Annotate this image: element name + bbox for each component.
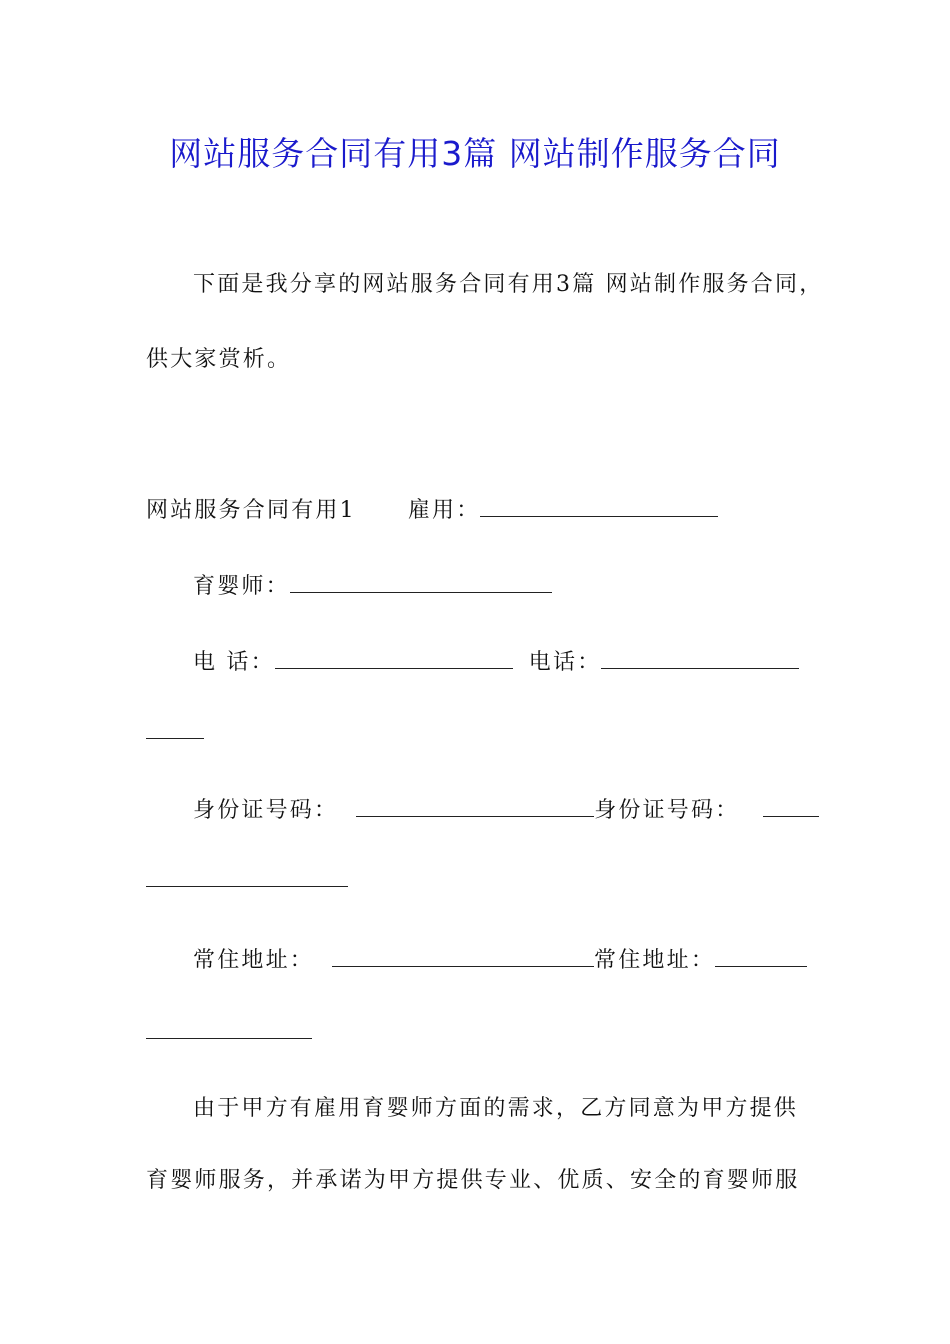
phone-blank-2 <box>601 646 799 669</box>
address-label-2: 常住地址： <box>594 948 716 973</box>
section-heading: 网站服务合同有用1 <box>146 498 356 523</box>
id-blank-1 <box>356 794 594 817</box>
id-label-2: 身份证号码： <box>594 798 740 823</box>
nanny-label: 育婴师： <box>193 574 290 599</box>
section-heading-row <box>146 494 718 526</box>
address-label-1: 常住地址： <box>193 948 315 973</box>
phone-row-continued <box>146 716 204 748</box>
employer-label: 雇用： <box>407 498 481 523</box>
id-blank-2 <box>763 794 819 817</box>
nanny-row <box>193 570 552 602</box>
id-blank-2-continued <box>146 864 348 887</box>
body-line-2: 育婴师服务，并承诺为甲方提供专业、优质、安全的育婴师服 <box>146 1168 800 1193</box>
intro-line-1: 下面是我分享的网站服务合同有用3篇 网站制作服务合同， <box>193 272 824 297</box>
address-blank-2 <box>715 944 807 967</box>
address-blank-1 <box>332 944 594 967</box>
nanny-blank <box>290 570 552 593</box>
employer-blank <box>480 494 718 517</box>
id-row-continued <box>146 864 348 896</box>
document-title: 网站服务合同有用3篇 网站制作服务合同 <box>169 134 781 173</box>
phone-row <box>193 646 799 678</box>
address-blank-2-continued <box>146 1016 312 1039</box>
phone-label-1: 电 话： <box>193 650 275 675</box>
phone-blank-2-continued <box>146 716 204 739</box>
intro-line-2: 供大家赏析。 <box>146 347 292 372</box>
body-line-1: 由于甲方有雇用育婴师方面的需求，乙方同意为甲方提供 <box>193 1096 799 1121</box>
phone-label-2: 电话： <box>528 650 602 675</box>
address-row-continued <box>146 1016 312 1048</box>
address-row <box>193 944 807 976</box>
phone-blank-1 <box>275 646 513 669</box>
id-label-1: 身份证号码： <box>193 798 339 823</box>
id-row <box>193 794 819 826</box>
